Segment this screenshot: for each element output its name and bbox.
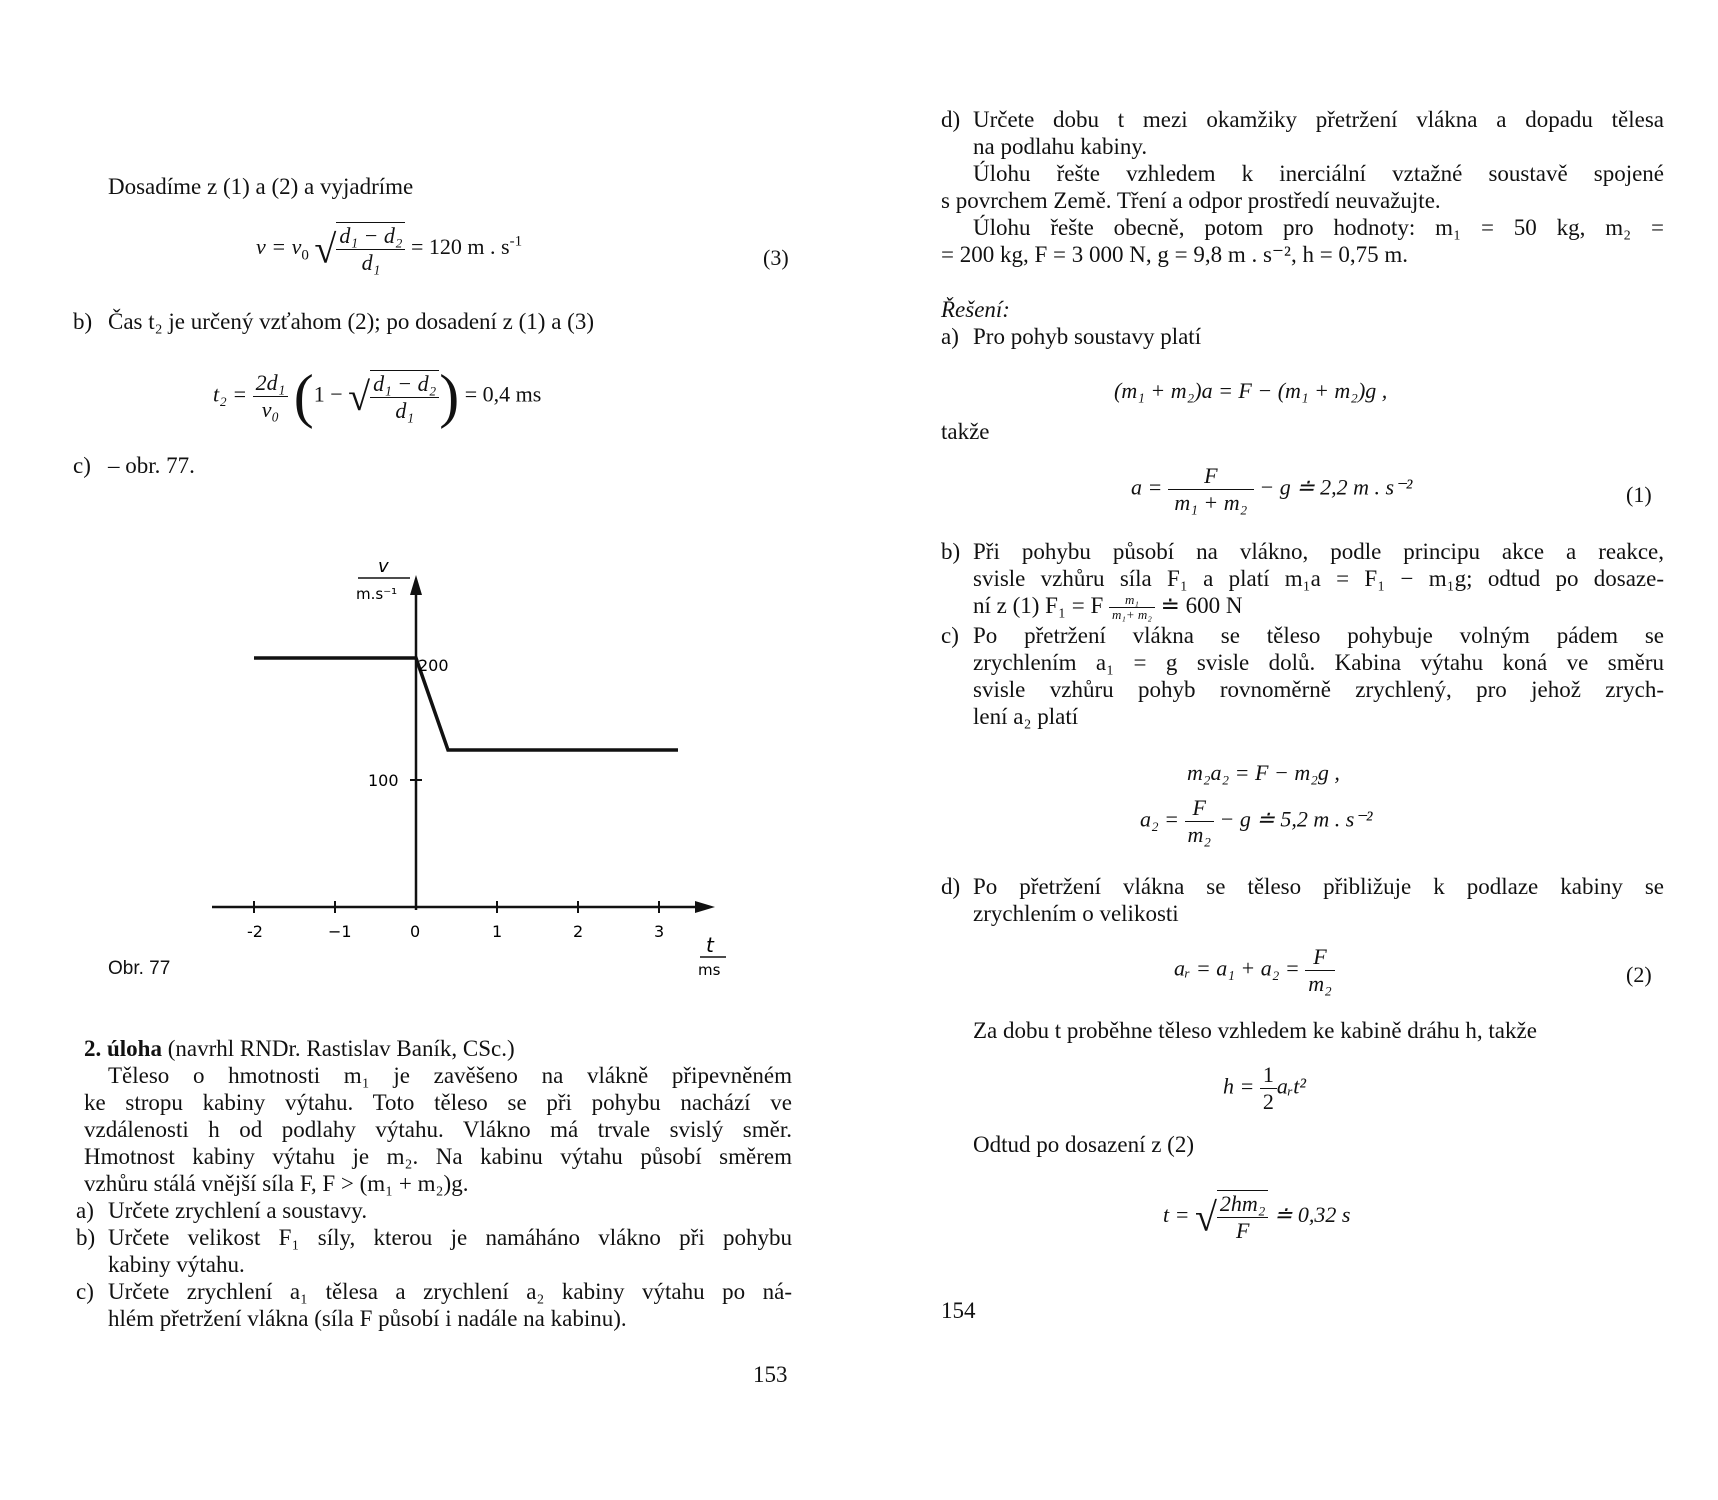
eq-t2-one: 1 −: [313, 381, 343, 407]
eq3-lhs-sub: 0: [301, 247, 309, 264]
page-number: 154: [941, 1298, 976, 1323]
solution-heading: Řešení:: [941, 297, 1010, 322]
eq-t-den: F: [1235, 1218, 1250, 1243]
eq1-number: (1): [1626, 482, 1652, 507]
eq-t2-sqrt-frac: [370, 370, 439, 424]
y-tick-200-label: 200: [418, 656, 449, 675]
eq-a2-lhs: a₂ =: [1140, 806, 1179, 832]
eq1-lhs: a =: [1131, 474, 1163, 500]
task-line: Těleso o hmotnosti m₁ je zavěšeno na vlákně připevněném: [108, 1063, 792, 1088]
sub-b-line: Určete velikost F₁ síly, kterou je namáháno vlákno při pohybu: [108, 1225, 792, 1250]
equation-3: [256, 222, 522, 276]
odtud-text: Odtud po dosazení z (2): [973, 1132, 1194, 1157]
task-title-bold: 2. úloha: [84, 1036, 162, 1061]
y-label-den: m.s⁻¹: [356, 585, 398, 603]
eq-t2-sq-den: d₁: [395, 397, 415, 423]
left-paren: (: [293, 363, 314, 429]
x-tick-label: -2: [247, 922, 263, 941]
sqrt-sign: √: [314, 226, 337, 272]
x-tick-label: 3: [654, 922, 665, 941]
b-last-den: m₁+ m₂: [1112, 607, 1152, 623]
eq2-lhs: aᵣ = a₁ + a₂ =: [1174, 955, 1300, 981]
sub-d-line: na podlahu kabiny.: [973, 134, 1148, 159]
eq-t2-frac-num: 2d₁: [253, 370, 289, 397]
eq1-frac: [1168, 463, 1254, 516]
sub-d-label: d): [941, 107, 961, 132]
b-line: svisle vzhůru síla F₁ a platí m₁a = F₁ − m₁g; odtud po dosaze-: [973, 566, 1664, 591]
equation-a2: [1140, 795, 1372, 848]
eq-a2-den: m₂: [1187, 822, 1212, 847]
b-last-post: ≐ 600 N: [1160, 593, 1243, 618]
equation-t: [1163, 1190, 1350, 1244]
equation-t2: [213, 362, 541, 431]
eq3-fraction: [336, 222, 405, 276]
sub-a-text: Určete zrychlení a soustavy.: [108, 1198, 368, 1223]
eq-t2-lhs: t₂ =: [213, 381, 248, 407]
x-tick-label: 1: [492, 922, 503, 941]
b-last-frac: [1109, 593, 1155, 622]
sub-c-label: c): [76, 1279, 94, 1304]
para1-line: Úlohu řešte vzhledem k inerciální vztažné soustavě spojené: [973, 161, 1664, 186]
c-line: zrychlením a₁ = g svisle dolů. Kabina výtahu koná ve směru: [973, 650, 1664, 675]
para1-line: s povrchem Země. Tření a odpor prostředí neuvažujte.: [941, 188, 1441, 213]
eq3-lhs: v = v: [256, 234, 302, 260]
task-line: Hmotnost kabiny výtahu je m₂. Na kabinu výtahu působí směrem: [84, 1144, 792, 1169]
eq2-num: F: [1305, 944, 1335, 971]
item-c-label: c): [73, 453, 91, 478]
za-dobu-text: Za dobu t proběhne těleso vzhledem ke kabině dráhu h, takže: [973, 1018, 1537, 1043]
b-label: b): [941, 539, 961, 564]
eq-h-rest: aᵣt²: [1276, 1073, 1306, 1099]
item-b-label: b): [73, 309, 93, 334]
page-number: 153: [753, 1362, 788, 1387]
sub-b-line: kabiny výtahu.: [108, 1252, 245, 1277]
eq3-result-sup: -1: [509, 233, 523, 250]
eq1-den: m₁ + m₂: [1174, 490, 1248, 515]
d-label: d): [941, 874, 961, 899]
eq3-num: d₁ − d₂: [336, 223, 405, 250]
eq-h-lhs: h =: [1223, 1073, 1255, 1099]
c-line: svisle vzhůru pohyb rovnoměrně zrychlený, pro jehož zrych-: [973, 677, 1664, 702]
eq-t2-result: = 0,4 ms: [464, 381, 542, 407]
eq3-den: d₁: [361, 250, 381, 275]
b-last-line: [973, 592, 1242, 622]
y-label-num: v: [378, 556, 389, 577]
task-title: [84, 1035, 515, 1062]
sub-d-line: Určete dobu t mezi okamžiky přetržení vlákna a dopadu tělesa: [973, 107, 1664, 132]
sub-c-line: hlém přetržení vlákna (síla F působí i nadále na kabinu).: [108, 1306, 627, 1331]
equation-2: [1174, 944, 1335, 997]
task-line: ke stropu kabiny výtahu. Toto těleso se při pohybu nachází ve: [84, 1090, 792, 1115]
eq-t2-sq-num: d₁ − d₂: [370, 371, 439, 398]
equation-h: [1223, 1062, 1306, 1115]
para2-line: = 200 kg, F = 3 000 N, g = 9,8 m . s⁻², h = 0,75 m.: [941, 242, 1409, 267]
sqrt-sign: √: [1194, 1194, 1217, 1240]
eq1-rest: − g ≐ 2,2 m . s⁻²: [1259, 474, 1413, 500]
eq-t-frac: [1217, 1190, 1269, 1244]
eq-t-rest: ≐ 0,32 s: [1273, 1202, 1351, 1228]
x-tick-label: 2: [573, 922, 584, 941]
para2-line: Úlohu řešte obecně, potom pro hodnoty: m₁ = 50 kg, m₂ =: [973, 215, 1664, 240]
task-line: vzdálenosti h od podlahy výtahu. Vlákno má trvale svislý směr.: [84, 1117, 792, 1142]
eq3-number: (3): [763, 245, 789, 270]
sub-a-label: a): [76, 1198, 94, 1223]
eq-t-lhs: t =: [1163, 1202, 1190, 1228]
task-last-line: vzhůru stálá vnější síla F, F > (m₁ + m₂)g.: [84, 1171, 469, 1196]
equation-1: [1131, 463, 1412, 516]
figure-caption: Obr. 77: [108, 958, 171, 979]
item-b-text: Čas t₂ je určený vzťahom (2); po dosadení z (1) a (3): [108, 309, 594, 334]
eq2-number: (2): [1626, 962, 1652, 987]
x-label-den: ms: [698, 961, 721, 979]
c-line: Po přetržení vlákna se těleso pohybuje volným pádem se: [973, 623, 1664, 648]
eq-a2-frac: [1185, 795, 1215, 848]
eq3-result: = 120 m . s: [410, 234, 510, 260]
y-tick-100-label: 100: [368, 771, 399, 790]
takze-text: takže: [941, 419, 990, 444]
right-paren: ): [439, 363, 460, 429]
x-axis-arrow: [695, 901, 715, 913]
eq-h-frac: [1260, 1062, 1277, 1115]
d-last-line: zrychlením o velikosti: [973, 901, 1179, 926]
eq-t2-frac: [253, 370, 289, 423]
b-line: Při pohybu působí na vlákno, podle principu akce a reakce,: [973, 539, 1664, 564]
x-tick-label: 0: [410, 922, 421, 941]
b-last-num: m₁: [1109, 593, 1155, 608]
sqrt-sign: √: [348, 374, 371, 419]
c-last-line: lení a₂ platí: [973, 704, 1079, 729]
figure-77-graph: [200, 545, 740, 985]
eq-a2-rest: − g ≐ 5,2 m . s⁻²: [1219, 806, 1373, 832]
eq-h-num: 1: [1260, 1062, 1277, 1089]
eq1-num: F: [1168, 463, 1254, 490]
eq2-frac: [1305, 944, 1335, 997]
right-page: [859, 0, 1718, 1500]
eq-a2-num: F: [1185, 795, 1215, 822]
task-title-rest: (navrhl RNDr. Rastislav Baník, CSc.): [161, 1036, 515, 1061]
velocity-line: [254, 658, 678, 750]
intro-text: Dosadíme z (1) a (2) a vyjadríme: [108, 174, 414, 199]
eq-h-den: 2: [1262, 1089, 1274, 1114]
sub-b-label: b): [76, 1225, 96, 1250]
y-axis-arrow: [410, 575, 422, 595]
x-tick-label: −1: [328, 922, 352, 941]
b-last-pre: ní z (1) F₁ = F: [973, 593, 1104, 618]
equation-m2a2: m₂a₂ = F − m₂g ,: [1187, 760, 1340, 785]
eq2-den: m₂: [1308, 971, 1332, 996]
item-c-text: – obr. 77.: [108, 453, 195, 478]
c-label: c): [941, 623, 959, 648]
eq-t-num: 2hm₂: [1217, 1191, 1269, 1218]
equation-motion: (m₁ + m₂)a = F − (m₁ + m₂)g ,: [1114, 378, 1388, 403]
a-label: a): [941, 324, 959, 349]
a-text: Pro pohyb soustavy platí: [973, 324, 1202, 349]
eq-t2-frac-den: v₀: [261, 397, 280, 422]
sub-c-line: Určete zrychlení a₁ tělesa a zrychlení a₂ kabiny výtahu po ná-: [108, 1279, 792, 1304]
x-label-num: t: [706, 933, 714, 957]
d-line: Po přetržení vlákna se těleso přibližuje k podlaze kabiny se: [973, 874, 1664, 899]
